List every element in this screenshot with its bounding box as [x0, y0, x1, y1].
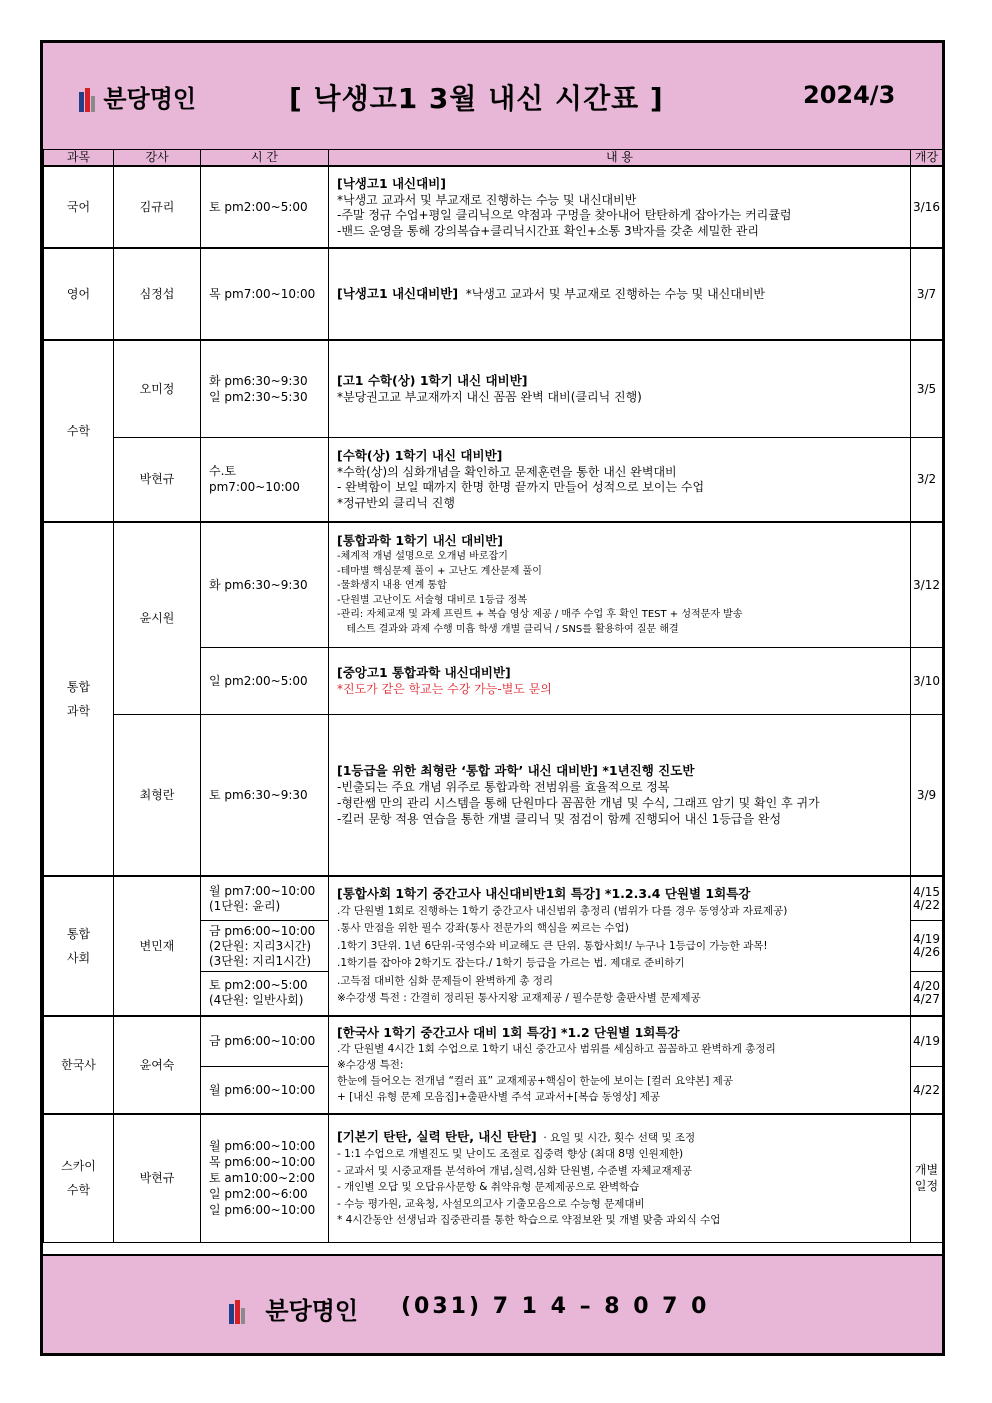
start-date: 4/20 [913, 979, 940, 993]
content-cell [329, 647, 911, 714]
time-line: 토 pm6:30~9:30 [209, 787, 308, 802]
content-line: .1학기 3단위. 1년 6단위-국영수와 비교해도 큰 단위. 통합사회!/ 누구나 1등급이 가능한 과목! [337, 939, 768, 952]
content-line: ※수강생 특전: [337, 1059, 404, 1072]
start-cell: 3/16 [911, 166, 943, 248]
time-cell [201, 876, 329, 1016]
content-line: ※수강생 특전 : 간결히 정리된 통사지왕 교재제공 / 필수문항 출판사별 문제제공 [337, 992, 701, 1004]
time-line: 토 pm2:00~5:00 [209, 978, 308, 992]
content-title: [한국사 1학기 중간고사 대비 1회 특강] *1.2 단원별 1회특강 [337, 1025, 680, 1041]
content-line: -빈출되는 주요 개념 위주로 통합과학 전범위를 효율적으로 정복 [337, 780, 670, 795]
table-header-row [44, 150, 943, 167]
table-row [44, 340, 943, 437]
content-line: .1학기를 잡아야 2학기도 잡는다./ 1학기 등급을 가르는 법. 제대로 준비하기 [337, 957, 685, 969]
teacher-cell: 최형란 [114, 714, 201, 876]
table-row [44, 522, 943, 647]
table-row [44, 437, 943, 522]
subject-cell: 통합 과학 [44, 522, 114, 876]
teacher-cell: 김규리 [114, 166, 201, 248]
content-title: [낙생고1 내신대비] [337, 175, 447, 191]
content-cell [329, 1114, 911, 1242]
subject-cell: 한국사 [44, 1016, 114, 1114]
start-date: 4/15 [913, 885, 940, 899]
time-line: 목 pm6:00~10:00 [209, 1155, 316, 1170]
content-inline: *낙생고 교과서 및 부교재로 진행하는 수능 및 내신대비반 [458, 287, 766, 301]
content-title: [낙생고1 내신대비반] [337, 286, 459, 301]
start-block [911, 972, 942, 1014]
content-line: .통사 만점을 위한 필수 강좌(통사 전문가의 핵심을 찌르는 수업) [337, 922, 629, 934]
start-date: 4/27 [913, 992, 940, 1006]
start-cell: 3/7 [911, 248, 943, 340]
teacher-cell: 심정섭 [114, 248, 201, 340]
date-label: 2024/3 [803, 81, 896, 109]
content-line: -테마별 핵심문제 풀이 + 고난도 계산문제 풀이 [337, 565, 542, 577]
content-line: .각 단원별 4시간 1회 수업으로 1학기 내신 중간고사 범위를 세심하고 꼼꼼하고 완벽하게 총정리 [337, 1043, 776, 1056]
time-cell [201, 647, 329, 714]
content-line: -주말 정규 수업+평일 클리닉으로 약점과 구멍을 찾아내어 탄탄하게 잡아가는 커리큘럼 [337, 208, 792, 223]
subject-cell: 국어 [44, 166, 114, 248]
content-line: - 수능 평가원, 교육청, 사설모의고사 기출모음으로 수능형 문제대비 [337, 1197, 645, 1210]
start-cell: 4/22 [911, 1066, 943, 1114]
time-block [201, 921, 328, 972]
content-title: [중앙고1 통합과학 내신대비반] [337, 664, 511, 680]
start-cell: 3/9 [911, 714, 943, 876]
content-line-red: *진도가 같은 학교는 수강 가능-별도 문의 [337, 681, 552, 696]
content-line: - 완벽함이 보일 때까지 한명 한명 끝까지 만들어 성적으로 보이는 수업 [337, 480, 705, 495]
table-row [44, 1114, 943, 1242]
start-cell: 개별 일정 [911, 1114, 943, 1242]
content-line: -단원별 고난이도 서술형 대비로 1등급 정복 [337, 594, 528, 606]
content-line: -형란쌤 만의 관리 시스템을 통해 단원마다 꼼꼼한 개념 및 수식, 그래프 암기 및 확인 후 귀가 [337, 795, 820, 810]
content-line: -밴드 운영을 통해 강의복습+클리닉시간표 확인+소통 3박자를 갖춘 세밀한 관리 [337, 223, 759, 238]
content-cell [329, 876, 911, 1016]
teacher-cell: 오미정 [114, 340, 201, 437]
teacher-cell: 박현규 [114, 437, 201, 522]
table-row [44, 714, 943, 876]
content-line: *낙생고 교과서 및 부교재로 진행하는 수능 및 내신대비반 [337, 192, 637, 207]
content-line: -체계적 개념 설명으로 오개념 바로잡기 [337, 550, 508, 562]
teacher-cell: 변민재 [114, 876, 201, 1016]
time-line: 수.토 [209, 464, 236, 479]
time-block [201, 878, 328, 921]
time-line: 일 pm2:00~6:00 [209, 1187, 308, 1202]
time-line: 일 pm2:00~5:00 [209, 673, 308, 688]
content-line: -물화생지 내용 연계 통합 [337, 580, 447, 592]
time-line: 토 am10:00~2:00 [209, 1171, 316, 1186]
header-banner [43, 43, 942, 151]
content-cell [329, 248, 911, 340]
content-cell [329, 522, 911, 647]
time-cell [201, 166, 329, 248]
subject-cell: 스카이 수학 [44, 1114, 114, 1242]
teacher-cell: 윤시원 [114, 522, 201, 714]
subject-cell: 수학 [44, 340, 114, 522]
time-line: 일 pm2:30~5:30 [209, 389, 308, 404]
time-line: (2단원: 지리3시간) [209, 938, 312, 953]
content-line: -킬러 문항 적용 연습을 통한 개별 클리닉 및 점검이 함께 진행되어 내신 1등급을 완성 [337, 811, 782, 826]
time-line: 토 pm2:00~5:00 [209, 200, 308, 214]
time-cell [201, 248, 329, 340]
time-line: 월 pm7:00~10:00 [209, 884, 316, 898]
content-title: [통합과학 1학기 내신 대비반] [337, 532, 504, 548]
time-line: pm7:00~10:00 [209, 480, 300, 495]
start-block [911, 921, 942, 972]
time-cell [201, 340, 329, 437]
time-line: 목 pm7:00~10:00 [209, 287, 316, 301]
col-subject: 과목 [44, 150, 114, 167]
content-cell [329, 340, 911, 437]
content-line: * 4시간동안 선생님과 집중관리를 통한 학습으로 약점보완 및 개별 맞춤 과외식 수업 [337, 1214, 721, 1227]
start-cell: 3/2 [911, 437, 943, 522]
start-block [911, 878, 942, 921]
teacher-cell: 박현규 [114, 1114, 201, 1242]
col-content: 내 용 [329, 150, 911, 167]
content-line: .각 단원별 1회로 진행하는 1학기 중간고사 내신범위 총정리 (범위가 다를 경우 동영상과 자료제공) [337, 904, 788, 917]
footer-phone: (031) 7 1 4 – 8 0 7 0 [401, 1294, 710, 1319]
time-line: 화 pm6:30~9:30 [209, 373, 308, 388]
start-cell: 3/12 [911, 522, 943, 647]
content-line: *분당권고교 부교재까지 내신 꼼꼼 완벽 대비(클리닉 진행) [337, 389, 642, 404]
time-line: 금 pm6:00~10:00 [209, 923, 316, 938]
content-title-line [337, 1128, 902, 1147]
start-date: 4/26 [913, 945, 940, 959]
start-cell: 3/5 [911, 340, 943, 437]
col-teacher: 강사 [114, 150, 201, 167]
content-line: 테스트 결과와 과제 수행 미흡 학생 개별 클리닉 / SNS를 활용하여 질문 해결 [337, 623, 679, 635]
content-line: *수학(상)의 심화개념을 확인하고 문제훈련을 통한 내신 완벽대비 [337, 464, 677, 479]
content-title: [통합사회 1학기 중간고사 내신대비반1회 특강] *1.2.3.4 단원별 1회특강 [337, 885, 751, 901]
footer-brand [229, 1291, 358, 1326]
col-time: 시 간 [201, 150, 329, 167]
content-line: -관리: 자체교재 및 과제 프린트 + 복습 영상 제공 / 매주 수업 후 확인 TEST + 성적문자 발송 [337, 609, 743, 621]
content-line: 한눈에 들어오는 전개념 “컬러 표” 교재제공+핵심이 한눈에 보이는 [컬러 요약본] 제공 [337, 1075, 733, 1087]
time-line: (4단원: 일반사회) [209, 993, 304, 1007]
time-line: 월 pm6:00~10:00 [209, 1082, 316, 1097]
logo-icon [79, 88, 95, 112]
content-title: [1등급을 위한 최형란 ‘통합 과학’ 내신 대비반] *1년진행 진도반 [337, 763, 695, 779]
content-line: .고득점 대비한 심화 문제들이 완벽하게 총 정리 [337, 974, 554, 987]
content-line: - 교과서 및 시중교재를 분석하여 개념,실력,심화 단원별, 수준별 자체교재제공 [337, 1164, 692, 1177]
time-cell [201, 1066, 329, 1114]
table-row [44, 248, 943, 340]
teacher-cell: 윤여숙 [114, 1016, 201, 1114]
brand-name: 분당명인 [103, 85, 197, 113]
start-date: 4/19 [913, 932, 940, 946]
table-row [44, 1016, 943, 1066]
time-line: 일 pm6:00~10:00 [209, 1203, 316, 1218]
content-title: [고1 수학(상) 1학기 내신 대비반] [337, 372, 528, 388]
time-cell [201, 714, 329, 876]
content-line [337, 285, 902, 303]
schedule-frame [40, 40, 945, 1356]
time-line: 화 pm6:30~9:30 [209, 577, 308, 592]
time-block [201, 972, 328, 1014]
time-cell [201, 1114, 329, 1242]
time-line: 금 pm6:00~10:00 [209, 1034, 316, 1049]
time-line: (1단원: 윤리) [209, 899, 281, 913]
content-cell [329, 714, 911, 876]
subject-cell: 영어 [44, 248, 114, 340]
start-date: 4/22 [913, 898, 940, 912]
footer-brand-name: 분당명인 [265, 1297, 359, 1325]
page-title: [ 낙생고1 3월 내신 시간표 ] [289, 82, 664, 115]
table-row [44, 166, 943, 248]
start-cell: 4/19 [911, 1016, 943, 1066]
time-cell [201, 437, 329, 522]
start-cell: 3/10 [911, 647, 943, 714]
content-line: *정규반외 클리닉 진행 [337, 496, 455, 511]
time-cell [201, 1016, 329, 1066]
logo-icon [229, 1300, 245, 1324]
content-title: [수학(상) 1학기 내신 대비반] [337, 447, 503, 463]
content-line: - 개인별 오답 및 오답유사문항 & 취약유형 문제제공으로 완벽학습 [337, 1181, 640, 1194]
col-start: 개강 [911, 150, 943, 167]
table-row [44, 876, 943, 1016]
start-cell [911, 876, 943, 1016]
footer-banner [43, 1254, 942, 1353]
subject-cell: 통합 사회 [44, 876, 114, 1016]
time-line: (3단원: 지리1시간) [209, 953, 312, 968]
content-cell [329, 166, 911, 248]
content-title: [기본기 탄탄, 실력 탄탄, 내신 탄탄] [337, 1128, 537, 1144]
time-line: 월 pm6:00~10:00 [209, 1139, 316, 1154]
content-line: - 1:1 수업으로 개별진도 및 난이도 조절로 집중력 향상 (최대 8명 인원제한) [337, 1148, 684, 1161]
content-line: + [내신 유형 문제 모음집]+출판사별 주석 교과서+[복습 동영상] 제공 [337, 1090, 661, 1103]
time-cell [201, 522, 329, 647]
schedule-table [43, 149, 943, 1243]
content-title-suffix: · 요일 및 시간, 횟수 선택 및 조정 [536, 1131, 696, 1144]
brand [79, 79, 196, 114]
content-cell [329, 1016, 911, 1114]
content-cell [329, 437, 911, 522]
